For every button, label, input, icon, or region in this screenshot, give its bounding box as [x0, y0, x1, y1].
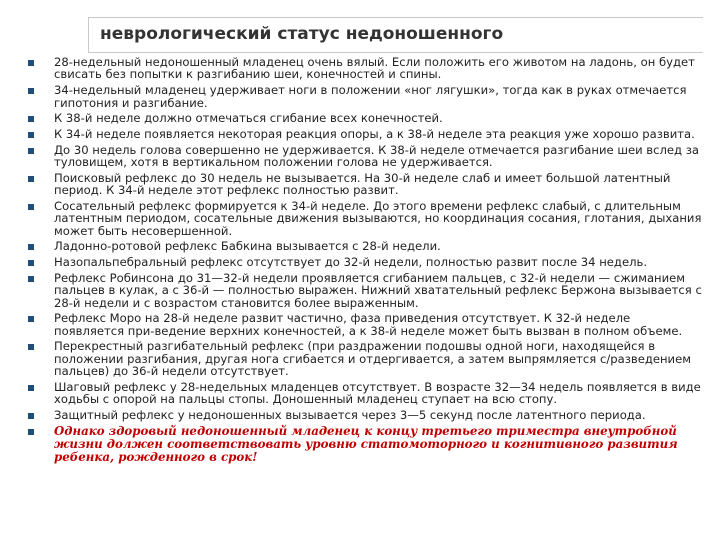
square-bullet-icon	[28, 88, 34, 94]
square-bullet-icon	[28, 60, 34, 66]
square-bullet-icon	[28, 176, 34, 182]
square-bullet-icon	[28, 413, 34, 419]
list-item-text: Шаговый рефлекс у 28-недельных младенцев отсутствует. В возрасте 32—34 недель появляется в виде ходьбы с опорой на пальцы стопы. Доношенный младенец ступает на всю стопу.	[54, 379, 701, 407]
list-item	[28, 56, 703, 81]
list-item	[28, 409, 703, 421]
slide-title: неврологический статус недоношенного	[100, 24, 504, 44]
list-item-text: К 34-й неделе появляется некоторая реакция опоры, а к 38-й неделе эта реакция уже хорошо развита.	[54, 126, 695, 141]
list-item-text: Перекрестный разгибательный рефлекс (при раздражении подошвы одной ноги, находящейся в положении разгибания, другая нога сгибается и отдергивается, а затем выпрямляется с/разведением пальцев) до 36-й недели отсутствует.	[54, 339, 691, 379]
list-item	[28, 112, 703, 124]
list-item	[28, 128, 703, 140]
square-bullet-icon	[28, 116, 34, 122]
list-item	[28, 200, 703, 237]
list-item	[28, 381, 703, 406]
list-item	[28, 272, 703, 309]
title-frame-top-line	[88, 17, 703, 18]
list-item	[28, 240, 703, 252]
list-item	[28, 172, 703, 197]
list-item-text: Поисковый рефлекс до 30 недель не вызывается. На 30-й неделе слаб и имеет большой латентный период. К 34-й неделе этот рефлекс полностью развит.	[54, 170, 671, 198]
square-bullet-icon	[28, 148, 34, 154]
list-item-text: К 38-й неделе должно отмечаться сгибание всех конечностей.	[54, 111, 443, 126]
list-item	[28, 84, 703, 109]
list-item-text: Ладонно-ротовой рефлекс Бабкина вызывается с 28-й недели.	[54, 239, 441, 254]
list-item-text: 34-недельный младенец удерживает ноги в положении «ног лягушки», тогда как в руках отмечается гипотония и разгибание.	[54, 83, 687, 110]
square-bullet-icon	[28, 429, 34, 435]
list-item-text: Рефлекс Робинсона до 31—32-й недели проявляется сгибанием пальцев, с 32-й недели — сжиманием пальцев в кулак, а с 36-й — полностью выражен. Нижний хватательный рефлекс Бержона вызывается с 28-й недели и с возрастом становится более выраженным.	[54, 270, 702, 310]
square-bullet-icon	[28, 132, 34, 138]
list-item-text: До 30 недель голова совершенно не удерживается. К 38-й неделе отмечается разгибание шеи вслед за туловищем, хотя в вертикальном положении голова не удерживается.	[54, 142, 700, 170]
square-bullet-icon	[28, 244, 34, 250]
conclusion-text: Однако здоровый недоношенный младенец к концу третьего триместра внеутробной жизни должен соответствовать уровню статомоторного и когнитивного развития ребенка, рожденного в срок!	[54, 423, 678, 464]
title-frame-left-line	[88, 17, 89, 53]
square-bullet-icon	[28, 204, 34, 210]
list-item	[28, 256, 703, 268]
list-item-text: Назопальпебральный рефлекс отсутствует до 32-й недели, полностью развит после 34 недель.	[54, 255, 648, 270]
bullet-list	[28, 56, 703, 467]
list-item-text: 28-недельный недоношенный младенец очень вялый. Если положить его животом на ладонь, он будет свисать без попытки к разгибанию шеи, конечностей и спины.	[54, 55, 695, 82]
square-bullet-icon	[28, 316, 34, 322]
list-item	[28, 312, 703, 337]
list-item-text: Рефлекс Моро на 28-й неделе развит частично, фаза приведения отсутствует. К 32-й неделе появляется при-ведение верхних конечностей, а к 38-й неделе может быть вызван в полном объеме.	[54, 311, 683, 338]
title-frame-bottom-line	[88, 52, 703, 53]
list-item	[28, 144, 703, 169]
list-item	[28, 340, 703, 377]
list-item-text: Сосательный рефлекс формируется к 34-й неделе. До этого времени рефлекс слабый, с длительным латентным периодом, сосательные движения вызываются, но координация сосания, глотания, дыхания может быть несовершенной.	[54, 198, 702, 238]
square-bullet-icon	[28, 260, 34, 266]
square-bullet-icon	[28, 385, 34, 391]
list-item-text: Защитный рефлекс у недоношенных вызывается через 3—5 секунд после латентного периода.	[54, 408, 646, 423]
list-item-conclusion	[28, 425, 703, 464]
square-bullet-icon	[28, 344, 34, 350]
square-bullet-icon	[28, 276, 34, 282]
